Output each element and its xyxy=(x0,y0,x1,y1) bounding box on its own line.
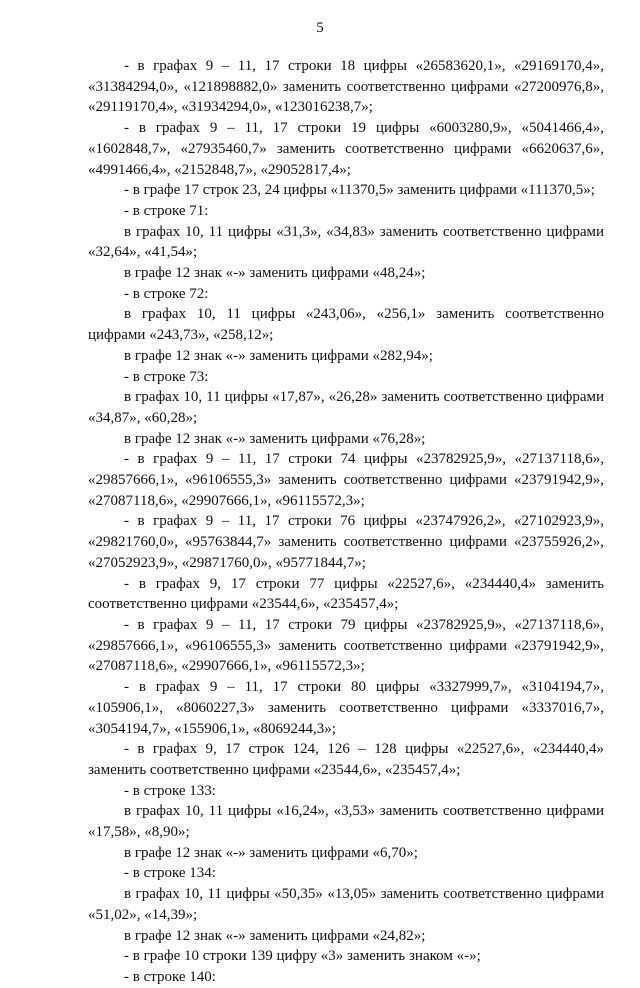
document-body xyxy=(88,56,604,988)
paragraph: в графе 12 знак «-» заменить цифрами «282,94»; xyxy=(124,347,433,364)
paragraph: - в графах 9 – 11, 17 строки 76 цифры «23747926,2», «27102923,9», «29821760,0», «95763844,7» заменить соответственно цифрами «23755926,2», «27052923,9», «29871760,0», «95771844,7»; xyxy=(88,513,604,571)
paragraph: в графе 12 знак «-» заменить цифрами «6,70»; xyxy=(124,844,418,861)
paragraph: - в строке 140: xyxy=(124,968,216,985)
page-number: 5 xyxy=(316,20,324,36)
paragraph: - в строке 134: xyxy=(124,865,216,882)
paragraph: в графе 12 знак «-» заменить цифрами «76,28»; xyxy=(124,430,426,447)
paragraph: - в графе 10 строки 139 цифру «3» заменить знаком «-»; xyxy=(124,948,481,965)
paragraph: в графе 12 знак «-» заменить цифрами «48,24»; xyxy=(124,265,426,282)
paragraph: - в строке 73: xyxy=(124,368,209,385)
paragraph: - в графах 9 – 11, 17 строки 18 цифры «26583620,1», «29169170,4», «31384294,0», «121898882,0» заменить соответственно цифрами «27200976,8», «29119170,4», «31934294,0», «123016238,7»; xyxy=(88,58,604,116)
paragraph: - в графах 9 – 11, 17 строки 79 цифры «23782925,9», «27137118,6», «29857666,1», «96106555,3» заменить соответственно цифрами «23791942,9», «27087118,6», «29907666,1», «96115572,3»; xyxy=(88,616,604,675)
paragraph: в графах 10, 11 цифры «16,24», «3,53» заменить соответственно цифрами «17,58», «8,90»; xyxy=(88,803,604,841)
paragraph: в графе 12 знак «-» заменить цифрами «24,82»; xyxy=(124,927,426,944)
paragraph: - в графах 9 – 11, 17 строки 80 цифры «3327999,7», «3104194,7», «105906,1», «8060227,3» заменить соответственно цифрами «3337016,7», «3054194,7», «155906,1», «8069244,3»; xyxy=(88,679,604,737)
paragraph: - в графе 17 строк 23, 24 цифры «11370,5» заменить цифрами «111370,5»; xyxy=(124,182,595,199)
paragraph: в графах 10, 11 цифры «17,87», «26,28» заменить соответственно цифрами «34,87», «60,28»; xyxy=(88,389,604,426)
paragraph: - в строке 133: xyxy=(124,782,216,799)
paragraph: - в графах 9 – 11, 17 строки 19 цифры «6003280,9», «5041466,4», «1602848,7», «27935460,7» заменить соответственно цифрами «6620637,6», «4991466,4», «2152848,7», «29052817,4»; xyxy=(88,120,604,178)
paragraph: в графах 10, 11 цифры «50,35» «13,05» заменить соответственно цифрами «51,02», «14,39»; xyxy=(88,886,604,923)
paragraph: в графах 10, 11 цифры «243,06», «256,1» заменить соответственно цифрами «243,73», «258,12»; xyxy=(88,306,604,344)
paragraph: - в строке 71: xyxy=(124,202,209,219)
paragraph: - в строке 72: xyxy=(124,285,209,302)
paragraph: - в графах 9, 17 строки 77 цифры «22527,6», «234440,4» заменить соответственно цифрами «23544,6», «235457,4»; xyxy=(88,575,604,613)
paragraph: - в графах 9 – 11, 17 строки 74 цифры «23782925,9», «27137118,6», «29857666,1», «96106555,3» заменить соответственно цифрами «23791942,9», «27087118,6», «29907666,1», «96115572,3»; xyxy=(88,451,604,509)
paragraph: в графах 10, 11 цифры «31,3», «34,83» заменить соответственно цифрами «32,64», «41,54»; xyxy=(88,223,604,261)
paragraph: - в графах 9, 17 строк 124, 126 – 128 цифры «22527,6», «234440,4» заменить соответственно цифрами «23544,6», «235457,4»; xyxy=(88,741,604,778)
